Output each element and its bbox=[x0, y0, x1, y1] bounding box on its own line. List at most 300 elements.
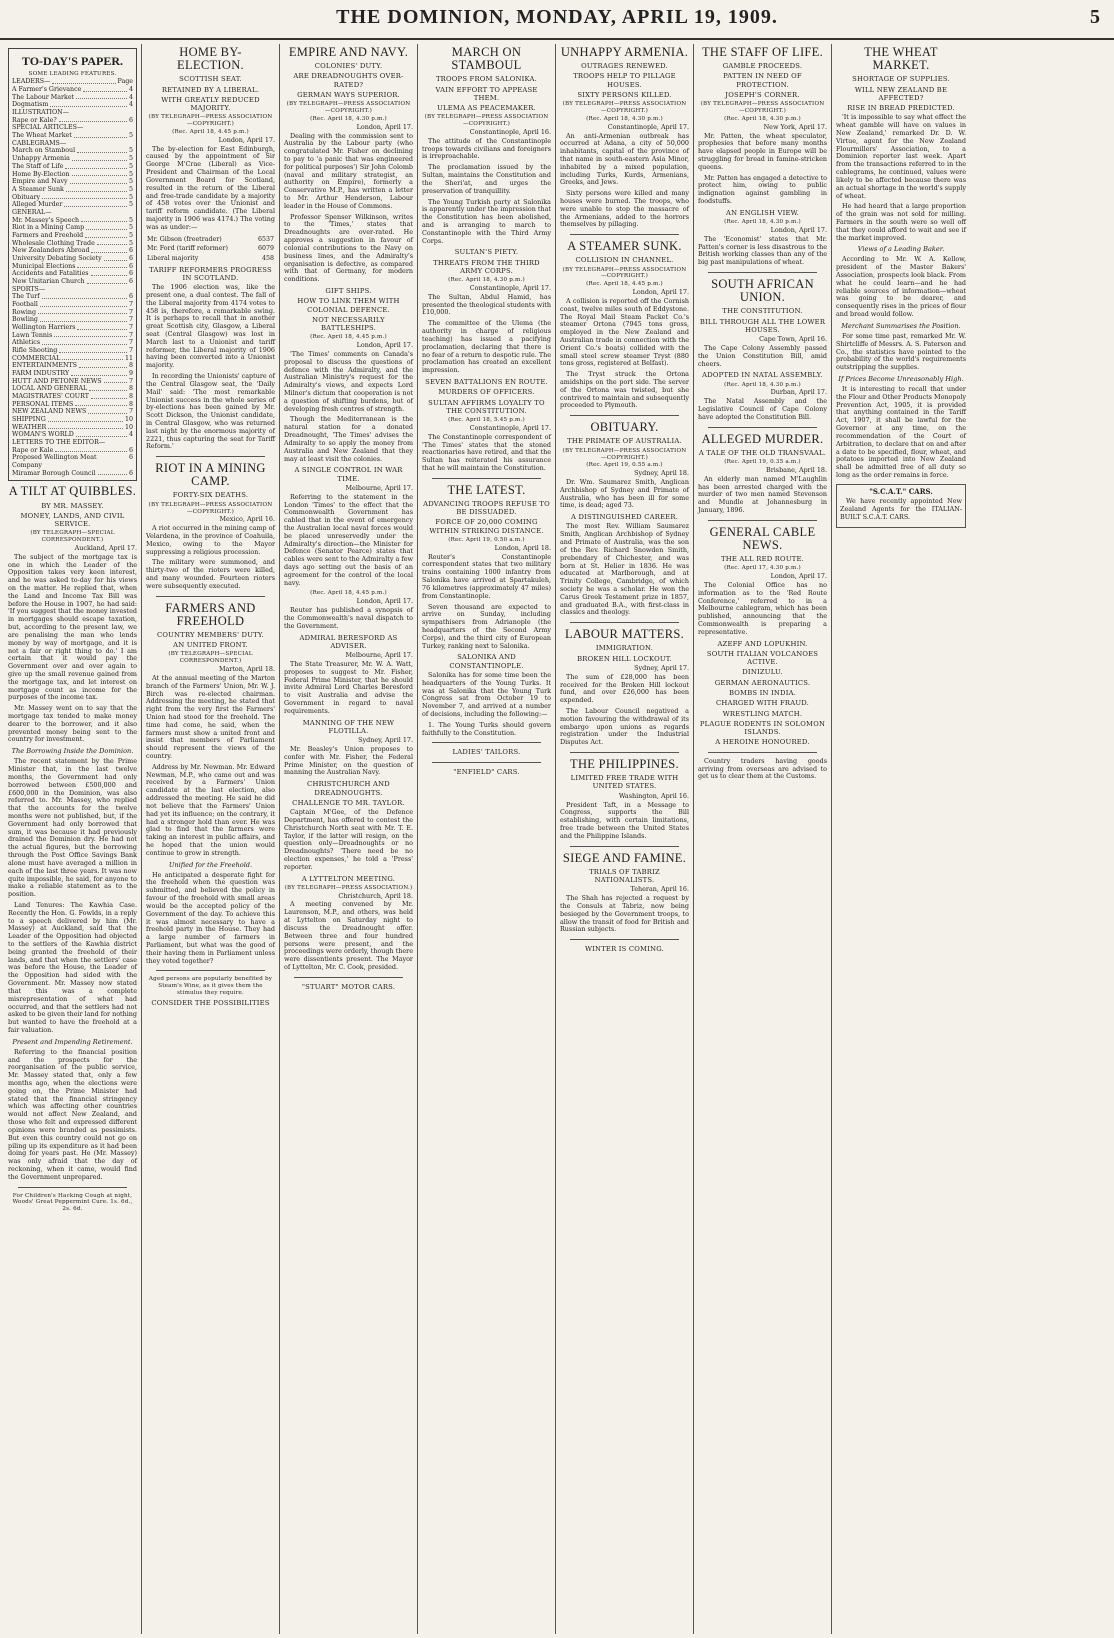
article-head: GENERAL CABLE NEWS. bbox=[709, 524, 816, 552]
toc-item-label: GENERAL— bbox=[12, 208, 52, 216]
article-body bbox=[560, 479, 689, 510]
paragraph: An elderly man named M'Laughlin has been arrested charged with the murder of two men named Stevenson and Mundle at Johannesburg in January, 1896. bbox=[698, 474, 827, 514]
paragraph: A riot occurred in the mining camp of Velardena, in the province of Coahuila, Mexico, owing to the Mayor suppressing a religious procession. bbox=[146, 524, 275, 556]
toc-item bbox=[12, 163, 133, 171]
subhead: A DISTINGUISHED CAREER. bbox=[570, 513, 679, 522]
article-head: LABOUR MATTERS. bbox=[564, 627, 685, 642]
toc-leader bbox=[40, 301, 127, 307]
divider bbox=[156, 596, 265, 597]
toc-item-label: Bowling bbox=[12, 316, 38, 324]
toc-item bbox=[12, 140, 133, 148]
advertisement-head: "STUART" MOTOR CARS. bbox=[301, 982, 396, 991]
dateline: London, April 17. bbox=[356, 341, 413, 350]
paragraph: 'The Times' comments on Canada's proposal to discuss the questions of defence with the Admiralty, and the Australian Ministry's request for the Admiralty's views, and expects Lord Milner's dictum that cooperation is not a question of shifting burdens, but of developing fresh centres of strength. bbox=[284, 349, 413, 413]
toc-item bbox=[12, 470, 133, 478]
toc-item bbox=[12, 155, 133, 163]
toc-item bbox=[12, 255, 133, 263]
paragraph: Though the Mediterranean is the natural station for a donated Dreadnought, 'The Times' advises the Admiralty to so apply the money from Australia and New Zealand that they may at least visit the colonies. bbox=[284, 415, 413, 463]
paragraph: According to Mr. W. A. Kellow, president of the Master Bakers' Association, prospects look black. From what he could learn—and he had reliable sources of information—wheat was going to be dearer, and consequently rises in the prices of flour and bread would follow. bbox=[836, 255, 966, 319]
toc-leader bbox=[97, 240, 127, 246]
paragraph: 1. The Young Turks should govern faithfully to the Constitution. bbox=[422, 720, 551, 737]
toc-item-page: 5 bbox=[128, 193, 133, 201]
paragraph: Mr. Patten, the wheat speculator, prophesies that before many months have elapsed people in Europe will be struggling for bread in famine-stricken queens. bbox=[698, 131, 827, 171]
toc-item-label: PERSONAL ITEMS bbox=[12, 400, 74, 408]
page-number: 5 bbox=[1090, 6, 1100, 28]
poll-row: Liberal majority 458 bbox=[147, 254, 274, 262]
column-1 bbox=[4, 44, 142, 1634]
paragraph: Dr. Wm. Saumarez Smith, Anglican Archbishop of Sydney and Primate of Australia, who has been ill for some time, is dead; aged 73. bbox=[560, 477, 689, 510]
toc-item bbox=[12, 316, 133, 324]
toc-leader bbox=[72, 155, 127, 161]
toc-item bbox=[12, 439, 133, 447]
subhead: COLONIES' DUTY. bbox=[314, 62, 383, 71]
divider bbox=[708, 427, 817, 428]
dateline: Sydney, April 17. bbox=[358, 736, 413, 745]
toc-item-page: 7 bbox=[128, 346, 133, 354]
toc-item bbox=[12, 178, 133, 186]
article-body bbox=[422, 672, 551, 738]
toc-item-label: Wholesale Clothing Trade bbox=[12, 239, 95, 247]
paragraph: Salonika has for some time been the headquarters of the Young Turks. It was at Salonika that the Young Turk Congress sat from October 19 to November 7, and arrived at a number of decisions, including the following:— bbox=[422, 670, 551, 719]
toc-leader bbox=[55, 447, 127, 453]
divider bbox=[18, 1187, 127, 1188]
toc-item-label: ENTERTAINMENTS bbox=[12, 362, 78, 370]
article-body bbox=[698, 345, 827, 368]
divider bbox=[570, 752, 679, 753]
toc-item-label: WOMAN'S WORLD bbox=[12, 431, 74, 439]
toc-item-label: MAGISTRATES' COURT bbox=[12, 392, 89, 400]
column-2 bbox=[142, 44, 280, 1634]
toc-item-page: 5 bbox=[128, 239, 133, 247]
toc-item-label: University Debating Society bbox=[12, 254, 102, 262]
toc-item bbox=[12, 217, 133, 225]
dateline: New York, April 17. bbox=[763, 122, 827, 131]
article-body bbox=[284, 809, 413, 872]
subhead: ADVANCING TROOPS REFUSE TO BE DISSUADED. bbox=[423, 499, 550, 517]
subhead: RETAINED BY A LIBERAL. bbox=[161, 85, 260, 94]
paragraph: He had heard that a large proportion of the grain was not sold for milling. Farmers in the south were so well off that they could afford to wait and see if the market improved. bbox=[836, 202, 966, 242]
toc-leader bbox=[76, 431, 127, 437]
article-body bbox=[560, 298, 689, 410]
subhead: THE ALL RED ROUTE. bbox=[720, 555, 805, 563]
todays-paper-box bbox=[8, 48, 137, 481]
subhead: ULEMA AS PEACEMAKER. bbox=[437, 104, 536, 113]
article-body bbox=[560, 133, 689, 230]
paragraph: Seven thousand are expected to arrive on Sunday, including sympathisers from Adrianople (the headquarters of the Second Army Corps), and the third city of European Turkey, ranking next to Salonika. bbox=[422, 602, 551, 650]
toc-leader bbox=[79, 362, 127, 368]
toc-item-label: LEADERS— bbox=[12, 78, 51, 86]
article-body bbox=[698, 236, 827, 267]
toc-item-label: Obituary bbox=[12, 193, 41, 201]
article-head: SIEGE AND FAMINE. bbox=[562, 850, 687, 865]
toc-item bbox=[12, 293, 133, 301]
divider bbox=[570, 846, 679, 847]
article-body bbox=[422, 294, 551, 375]
dateline: Sydney, April 17. bbox=[634, 663, 689, 672]
toc-item-label: A Farmer's Grievance bbox=[12, 86, 82, 94]
toc-item-page: 5 bbox=[128, 216, 133, 224]
dateline: London, April 17. bbox=[770, 572, 827, 581]
divider bbox=[708, 272, 817, 273]
toc-item-page: 6 bbox=[128, 454, 133, 462]
toc-item bbox=[12, 355, 133, 363]
subhead: AZEFF AND LOPUKHIN. bbox=[717, 639, 808, 648]
toc-leader bbox=[42, 293, 127, 299]
toc-item-label: WEATHER bbox=[12, 423, 47, 431]
advertisement: For Children's Hacking Cough at night, Woods' Great Peppermint Cure. 1s. 6d., 2s. 6d. bbox=[12, 1192, 133, 1213]
masthead bbox=[0, 0, 1114, 40]
toc-item-page: 6 bbox=[128, 247, 133, 255]
paragraph: Mr. Beasley's Union proposes to confer with Mr. Fisher, the Federal Prime Minister, on the question of manning the Australian Navy. bbox=[284, 744, 413, 777]
toc-item-page: 7 bbox=[128, 300, 133, 308]
toc-leader bbox=[65, 163, 127, 169]
paragraph: Referring to the financial position and the prospects for the reorganisation of the public service, Mr. Massey stated that, only a few months ago, when the elections were going on, the Prime Minister had stated that the financial stringency which was affecting other countries would not affect New Zealand, and those who felt and expressed different opinions were branded as pessimists. But even this country could not go on piling up its expenditure as it had been doing for years past. He (Mr. Massey) was only afraid that the day of reckoning, when it came, would find the Government unprepared. bbox=[8, 1047, 137, 1181]
toc-item-label: Athletics bbox=[12, 339, 41, 347]
article-body bbox=[284, 746, 413, 777]
toc-item bbox=[12, 209, 133, 217]
toc-item-page: 5 bbox=[128, 155, 133, 163]
toc-item-page: 5 bbox=[128, 170, 133, 178]
article-head: ALLEGED MURDER. bbox=[701, 431, 824, 446]
dateline: Constantinople, April 17. bbox=[469, 284, 551, 293]
article-head: THE WHEAT MARKET. bbox=[864, 45, 938, 73]
subhead: MANNING OF THE NEW FLOTILLA. bbox=[302, 718, 395, 735]
section-subhead: Views of a Leading Baker. bbox=[857, 245, 945, 254]
toc-item-page: 10 bbox=[124, 423, 133, 431]
paragraph: In recording the Unionists' capture of the Central Glasgow seat, the 'Daily Mail' said: 'The most remarkable Unionist success in the whole series of by-elections has been gained by Mr. Scott Dickson, the Unionist candidate, in Central Glasgow, who was returned last night by the enormous majority of 2221, thus capturing the seat for Tariff Reform.' bbox=[146, 372, 275, 451]
column-5 bbox=[556, 44, 694, 1634]
received-time: (Rec. April 17, 4.30 p.m.) bbox=[724, 565, 801, 572]
newspaper-title: THE DOMINION, MONDAY, APRIL 19, 1909. bbox=[336, 6, 778, 28]
paragraph: The most Rev. William Saumarez Smith, Anglican Archbishop of Sydney and Primate of Australia, was the son of the Rev. Richard Snowden Smith, prebendary of Chichester, and was born at St. Helier in 1836. He was educated at Marlborough, and at Trinity College, Cambridge, of which society he was a scholar. He won the Carus Greek Testament prize in 1857, and graduated B.A., with first-class in classics and theology. bbox=[560, 522, 689, 617]
toc-item-label: Football bbox=[12, 300, 38, 308]
subhead: IMMIGRATION. bbox=[595, 644, 654, 653]
article-subhead: MONEY, LANDS, AND CIVIL SERVICE. bbox=[20, 511, 125, 529]
subhead: SALONIKA AND CONSTANTINOPLE. bbox=[449, 653, 524, 670]
paragraph: The Tryst struck the Ortona amidships on the port side. The server of the Ortona was twisted, but she contrived to maintain and subsequently proceeded to Plymouth. bbox=[560, 370, 689, 410]
divider bbox=[708, 520, 817, 521]
section-subhead: The Borrowing Inside the Dominion. bbox=[11, 747, 134, 756]
article-head: FARMERS AND FREEHOLD bbox=[165, 600, 256, 628]
toc-item bbox=[12, 301, 133, 309]
subhead: DINIZULU. bbox=[742, 668, 783, 677]
toc-leader bbox=[74, 132, 127, 138]
toc-item-page: 6 bbox=[128, 277, 133, 285]
toc-item-label: Municipal Elections bbox=[12, 262, 76, 270]
paragraph: For some time past, remarked Mr. W. Shirtcliffe of Messrs. A. S. Paterson and Co., the statistics have pointed to the probability of the world's requirements outstripping the supplies. bbox=[836, 331, 966, 372]
divider bbox=[570, 415, 679, 416]
toc-item bbox=[12, 339, 133, 347]
toc-item bbox=[12, 171, 133, 179]
toc-leader bbox=[59, 117, 127, 123]
toc-leader bbox=[98, 470, 127, 476]
paragraph: It is interesting to recall that under the Flour and Other Products Monopoly Prevention Act, 1905, it is provided that anything contained in the Tariff Act, 1907, it shall be lawful for the Governor at any time, on the recommendation of the Court of Arbitration, to declare that on and after a date to be specified, flour, wheat, and potatoes imported into New Zealand shall be admitted free of all duty so long as the order remains in force. bbox=[836, 385, 966, 479]
toc-leader bbox=[104, 255, 127, 261]
article-body bbox=[836, 333, 966, 372]
toc-item-page: 6 bbox=[128, 254, 133, 262]
dateline: Constantinople, April 17. bbox=[607, 122, 689, 131]
toc-item bbox=[12, 263, 133, 271]
divider bbox=[708, 752, 817, 753]
toc-item-label: SPORTS— bbox=[12, 285, 46, 293]
toc-leader bbox=[71, 370, 127, 376]
advertisement-head: LADIES' TAILORS. bbox=[452, 748, 521, 757]
poll-row: Mr. Gibson (freetrader) 6537 bbox=[147, 235, 274, 243]
toc-leader bbox=[48, 416, 123, 422]
paragraph: An anti-Armenian outbreak has occurred at Adana, a city of 50,000 inhabitants, capital of the province of that name in south-eastern Asia Minor, inhabited by a mixed population, including Turks, Kurds, Armenians, Greeks, and Jews. bbox=[560, 131, 689, 187]
article-head: A STEAMER SUNK. bbox=[567, 239, 682, 254]
paragraph: Sixty persons were killed and many houses were burned. The troops, who were unable to stop the massacre of the Armenians, added to the horrors themselves by pillaging. bbox=[560, 189, 689, 229]
column-4 bbox=[418, 44, 556, 1634]
subhead: THREATS FROM THE THIRD ARMY CORPS. bbox=[433, 258, 540, 275]
dateline: Auckland, April 17. bbox=[74, 543, 137, 552]
toc-item-page: 5 bbox=[128, 231, 133, 239]
wire-credit: (BY TELEGRAPH—PRESS ASSOCIATION—COPYRIGHT.) bbox=[148, 114, 273, 128]
dateline: Durban, April 17. bbox=[770, 388, 827, 397]
subhead: ARE DREADNOUGHTS OVER-RATED? bbox=[293, 72, 404, 89]
toc-item bbox=[12, 240, 133, 248]
toc-item-label: Riot in a Mining Camp bbox=[12, 224, 85, 232]
toc-item-label: NEW ZEALAND NEWS bbox=[12, 408, 87, 416]
column-7 bbox=[832, 44, 970, 1634]
dateline: Brisbane, April 18. bbox=[766, 465, 827, 474]
subhead: SULTAN AFFIRMS LOYALTY TO THE CONSTITUTION. bbox=[428, 398, 545, 415]
article-body bbox=[422, 554, 551, 651]
toc-item-page: 7 bbox=[128, 308, 133, 316]
divider bbox=[156, 970, 265, 971]
toc-leader bbox=[91, 393, 127, 399]
paragraph: At the annual meeting of the Marton branch of the Farmers' Union, Mr. W. J. Birch was re-elected chairman. Addressing the meeting, he stated that right from the very first the Farmers' Union had stood for the freehold. The time had come, he said, when the farmers must show a united front and insist that members of Parliament should represent the views of the country. bbox=[146, 673, 275, 761]
toc-item-label: Miramar Borough Council bbox=[12, 469, 96, 477]
subhead: CHARGED WITH FRAUD. bbox=[715, 699, 810, 708]
toc-item-label: HUTT AND PETONE NEWS bbox=[12, 377, 102, 385]
toc-leader bbox=[76, 94, 127, 100]
subhead: GERMAN AERONAUTICS. bbox=[714, 678, 811, 687]
article-head: UNHAPPY ARMENIA. bbox=[560, 45, 689, 59]
toc-item-label: SPECIAL ARTICLES— bbox=[12, 124, 84, 132]
toc-item-label: Alleged Murder bbox=[12, 201, 63, 209]
section-subhead: Unified for the Freehold. bbox=[168, 860, 253, 869]
article-body bbox=[836, 386, 966, 480]
toc-item bbox=[12, 132, 133, 140]
paragraph: The Young Turkish party at Salonika is apparently under the impression that the Constitution has been abolished, and is arranging to march to Constantinople with the Third Army Corps. bbox=[422, 197, 551, 245]
toc-item bbox=[12, 309, 133, 317]
subhead: ADMIRAL BERESFORD AS ADVISER. bbox=[299, 633, 398, 650]
subhead: ADOPTED IN NATAL ASSEMBLY. bbox=[702, 371, 823, 380]
received-time: (Rec. April 18, 4.45 p.m.) bbox=[310, 334, 387, 341]
subhead: AN UNITED FRONT. bbox=[173, 641, 248, 650]
subhead: A SINGLE CONTROL IN WAR TIME. bbox=[294, 466, 403, 483]
toc-item-label: The Wheat Market bbox=[12, 132, 72, 140]
toc-leader bbox=[91, 247, 127, 253]
subhead: VAIN EFFORT TO APPEASE THEM. bbox=[435, 85, 538, 102]
paragraph: Reuter's Constantinople correspondent states that two military trains containing 1000 infantry from Salonika have arrived at Spartakuleh, 76 kilometres (approximately 47 miles) from Constantinople. bbox=[422, 552, 551, 600]
toc-item bbox=[12, 454, 133, 469]
toc-leader bbox=[75, 401, 127, 407]
article-body bbox=[8, 1049, 137, 1182]
article-head: OBITUARY. bbox=[590, 420, 659, 435]
toc-item-label: Farmers and Freehold bbox=[12, 231, 84, 239]
toc-item-label: LETTERS TO THE EDITOR— bbox=[12, 439, 106, 447]
subhead: PATTEN IN NEED OF PROTECTION. bbox=[723, 72, 802, 89]
toc-item-page: 5 bbox=[128, 132, 133, 140]
subhead: SIXTY PERSONS KILLED. bbox=[577, 90, 672, 99]
wire-credit: (BY TELEGRAPH—PRESS ASSOCIATION—COPYRIGHT.) bbox=[286, 101, 411, 115]
subhead: RISE IN BREAD PREDICTED. bbox=[847, 104, 955, 113]
article-body bbox=[284, 133, 413, 284]
divider bbox=[570, 622, 679, 623]
divider bbox=[432, 478, 541, 479]
dateline: London, April 18. bbox=[494, 543, 551, 552]
subhead: A HEROINE HONOURED. bbox=[715, 738, 810, 747]
article-body bbox=[560, 895, 689, 934]
toc-leader bbox=[66, 186, 127, 192]
dateline: London, April 17. bbox=[632, 288, 689, 297]
received-time: (Rec. April 18, 4.30 p.m.) bbox=[724, 219, 801, 226]
article-body bbox=[146, 675, 275, 858]
toc-item-page: 8 bbox=[128, 385, 133, 393]
toc-list bbox=[12, 78, 133, 477]
divider bbox=[570, 234, 679, 235]
paragraph: The 'Economist' states that Mr. Patten's corner is less disastrous to the British working classes than any of the big past manipulations of wheat. bbox=[698, 234, 827, 267]
toc-leader bbox=[40, 316, 127, 322]
article-body bbox=[560, 674, 689, 747]
toc-item bbox=[12, 416, 133, 424]
subhead: BILL THROUGH ALL THE LOWER HOUSES. bbox=[699, 317, 826, 334]
section-subhead: Merchant Summarises the Position. bbox=[841, 321, 961, 330]
toc-leader bbox=[104, 378, 127, 384]
toc-item bbox=[12, 147, 133, 155]
wire-credit: (BY TELEGRAPH—SPECIAL CORRESPONDENT.) bbox=[30, 530, 115, 544]
toc-leader bbox=[38, 309, 127, 315]
paragraph: The Sultan, Abdul Hamid, has presented the theological students with £10,000. bbox=[422, 292, 551, 317]
article-body bbox=[698, 398, 827, 421]
wire-credit: (BY TELEGRAPH—PRESS ASSOCIATION—COPYRIGHT.) bbox=[424, 114, 549, 128]
paragraph: The proclamation issued by the Sultan, maintains the Constitution and the Sheri'at, and urges the preservation of tranquillity. bbox=[422, 163, 551, 195]
toc-item bbox=[12, 224, 133, 232]
toc-item-label: The Turf bbox=[12, 293, 40, 301]
dateline: London, April 17. bbox=[218, 135, 275, 144]
toc-item-page: 7 bbox=[128, 323, 133, 331]
poll-results bbox=[146, 235, 275, 264]
toc-item-page: 7 bbox=[128, 377, 133, 385]
toc-item-page: 6 bbox=[128, 270, 133, 278]
paragraph: The State Treasurer, Mr. W. A. Watt, proposes to suggest to Mr. Fisher, Federal Prime Minister, that he should invite Admiral Lord Charles Beresford to visit Australia and advise the Government in regard to naval requirements. bbox=[284, 659, 413, 715]
dateline: Constantinople, April 16. bbox=[469, 128, 551, 136]
toc-item-page: 8 bbox=[128, 362, 133, 370]
toc-item-label: The Staff of Life bbox=[12, 162, 64, 170]
toc-item-page: 7 bbox=[128, 408, 133, 416]
toc-subtitle: SOME LEADING FEATURES. bbox=[28, 70, 117, 77]
paragraph: He anticipated a desperate fight for the freehold when the question was submitted, and believed the policy in favour of the freehold with small areas would be the accepted policy of the Government of the day. To achieve this it was almost necessary to have a freehold party in the House. They had a large number of farmers in Parliament, but what was the good of their having them in Parliament unless they voted together? bbox=[146, 870, 275, 965]
article-head: SOUTH AFRICAN UNION. bbox=[711, 276, 814, 305]
toc-item-label: March on Stamboul bbox=[12, 147, 76, 155]
received-time: (Rec. April 18, 4.30 p.m.) bbox=[310, 115, 387, 122]
toc-item bbox=[12, 270, 133, 278]
toc-item bbox=[12, 201, 133, 209]
article-body bbox=[836, 114, 966, 242]
divider bbox=[570, 939, 679, 940]
toc-title: TO-DAY'S PAPER. bbox=[21, 54, 124, 68]
toc-leader bbox=[77, 324, 127, 330]
toc-leader bbox=[85, 232, 127, 238]
toc-item bbox=[12, 385, 133, 393]
article-body bbox=[422, 434, 551, 473]
toc-item bbox=[12, 124, 133, 132]
toc-item bbox=[12, 286, 133, 294]
subhead: SEVEN BATTALIONS EN ROUTE. bbox=[425, 377, 548, 386]
toc-item-page: 8 bbox=[128, 400, 133, 408]
paragraph: The by-election for East Edinburgh, caused by the appointment of Sir George M'Crae (Liberal) as Vice-President and Chairman of the Local Government Board for Scotland, resulted in the return of the Liberal and free-trade candidate by a majority of 458 votes over the Unionist and tariff reform candidate. (The Liberal majority in 1906 was 4174.) The voting was as under:— bbox=[146, 144, 275, 231]
subhead: GIFT SHIPS. bbox=[325, 286, 372, 295]
toc-item-label: COMMERCIAL bbox=[12, 354, 61, 362]
toc-item-label: Home By-Election bbox=[12, 170, 70, 178]
paragraph: The Shah has rejected a request by the Consuls at Tabriz, now being besieged by the Government troops, to allow the transit of food for British and Russian subjects. bbox=[560, 894, 689, 934]
toc-item-page: 5 bbox=[128, 162, 133, 170]
subhead: TROOPS FROM SALONIKA. bbox=[435, 75, 538, 84]
article-body bbox=[146, 146, 275, 232]
subhead: CHALLENGE TO MR. TAYLOR. bbox=[292, 798, 405, 807]
subhead: JOSEPH'S CORNER. bbox=[725, 90, 800, 99]
toc-item-label: SHIPPING bbox=[12, 416, 46, 423]
toc-item-page: Page bbox=[117, 78, 133, 86]
toc-item bbox=[12, 378, 133, 386]
article-head: RIOT IN A MINING CAMP. bbox=[155, 461, 266, 489]
paragraph: The attitude of the Constantinople troops towards civilians and foreigners is irreproachable. bbox=[422, 136, 551, 161]
article-body bbox=[560, 523, 689, 617]
toc-item-page: 5 bbox=[128, 147, 133, 155]
toc-item-label: Lawn Tennis bbox=[12, 331, 53, 339]
paragraph: Dealing with the commission sent to Australia by the Labour party (who congratulated Mr. Fisher on declining to pay to 'a panic that was engineered for political purposes') Sir John Colomb (naval and military strategist, an authority on Empire), formerly a Conservative M.P., has written a letter to Mr. Arthur Henderson, Labour leader in the House of Commons. bbox=[284, 131, 413, 210]
subhead: A TALE OF THE OLD TRANSVAAL. bbox=[698, 448, 827, 457]
received-time: (Rec. April 18, 4.30 p.m.) bbox=[724, 381, 801, 388]
divider bbox=[156, 456, 265, 457]
toc-item bbox=[12, 347, 133, 355]
paragraph: The Natal Assembly and the Legislative Council of Cape Colony have adopted the Constitution Bill. bbox=[698, 397, 827, 421]
toc-item-label: A Steamer Sunk bbox=[12, 185, 64, 193]
subhead: NOT NECESSARILY BATTLESHIPS. bbox=[312, 315, 385, 333]
article-body bbox=[284, 607, 413, 630]
toc-item-page: 6 bbox=[128, 469, 133, 477]
toc-item-page: 10 bbox=[124, 416, 133, 423]
dateline: London, April 17. bbox=[356, 597, 413, 606]
dateline: Melbourne, April 17. bbox=[345, 651, 413, 660]
advertisement-head: CONSIDER THE POSSIBILITIES bbox=[151, 998, 270, 1007]
toc-item-page: 4 bbox=[128, 431, 133, 439]
dateline: Teheran, April 16. bbox=[630, 885, 689, 894]
paragraph: Mr. Patten has engaged a detective to protect him, owing to public indignation against gambling in foodstuffs. bbox=[698, 173, 827, 205]
dateline: Cape Town, April 16. bbox=[759, 335, 827, 344]
paragraph: Land Tenures: The Kawhia Case. Recently the Hon. G. Fowlds, in a reply to a speech delivered by him (Mr. Massey) at Auckland, said that the Leader of the Opposition had objected to the settlers of the Kawhia district being granted the freehold of their lands, and that when the settlers' case was before the House, the Leader of the Opposition had sided with the Government. Mr. Massey now stated that this was a complete misrepresentation of what had occurred, and that the settlers had not asked to be given their land for nothing but wanted to have the freehold at a fair valuation. bbox=[8, 900, 137, 1034]
divider bbox=[432, 742, 541, 743]
advertisement-box bbox=[836, 484, 966, 528]
toc-item bbox=[12, 408, 133, 416]
subhead: COLLISION IN CHANNEL. bbox=[575, 256, 674, 265]
subhead: CHRISTCHURCH AND DREADNOUGHTS. bbox=[307, 780, 390, 797]
toc-item-label: LOCAL AND GENERAL bbox=[12, 385, 88, 393]
advertisement-head: "ENFIELD" CARS. bbox=[453, 767, 520, 776]
section-subhead: If Prices Become Unreasonably High. bbox=[838, 375, 964, 383]
toc-item bbox=[12, 332, 133, 340]
toc-item-page: 4 bbox=[128, 93, 133, 101]
subhead: FORCE OF 20,000 COMING WITHIN STRIKING DISTANCE. bbox=[429, 518, 544, 535]
toc-item-page: 11 bbox=[124, 354, 133, 362]
paragraph: Mr. Massey went on to say that the mortgage tax tended to make money dearer to the borrower, and it also prevented money being sent to the country for investment. bbox=[8, 704, 137, 744]
subhead: OUTRAGES RENEWED. bbox=[581, 62, 668, 71]
subhead: GERMAN WAYS SUPERIOR. bbox=[297, 90, 400, 99]
toc-item bbox=[12, 431, 133, 439]
toc-item-label: New Unitarian Church bbox=[12, 277, 85, 285]
